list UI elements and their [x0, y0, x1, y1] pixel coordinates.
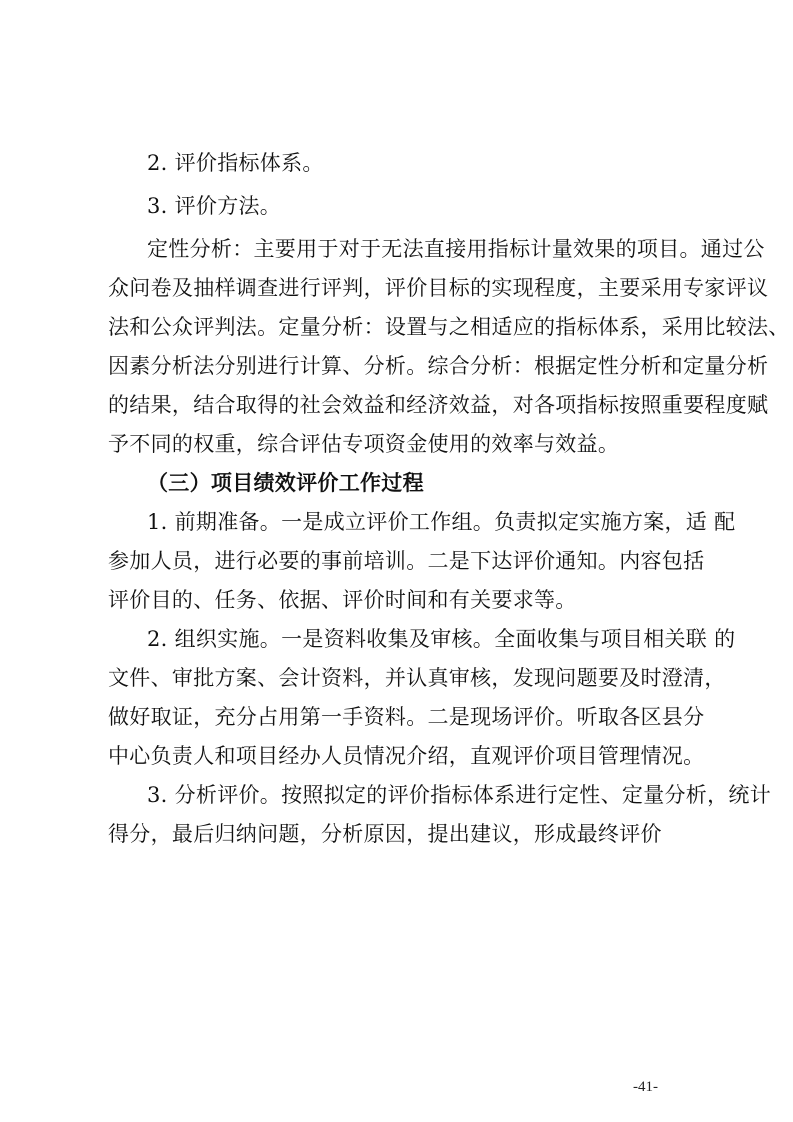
paragraph-line: 评价目的、任务、依据、评价时间和有关要求等。 [108, 588, 577, 612]
paragraph-line: 1. 前期准备。一是成立评价工作组。负责拟定实施方案，适 配 [147, 510, 736, 534]
list-item-evaluation-index-system: 2. 评价指标体系。 [147, 151, 324, 175]
paragraph-line: 因素分析法分别进行计算、分析。综合分析：根据定性分析和定量分析 [108, 354, 769, 378]
paragraph-line: 中心负责人和项目经办人员情况介绍，直观评价项目管理情况。 [108, 744, 705, 768]
paragraph-line: 法和公众评判法。定量分析：设置与之相适应的指标体系，采用比较法、 [108, 315, 790, 339]
paragraph-line: 2. 组织实施。一是资料收集及审核。全面收集与项目相关联 的 [147, 627, 736, 651]
page-number: -41- [633, 1079, 658, 1095]
paragraph-line: 的结果，结合取得的社会效益和经济效益，对各项指标按照重要程度赋 [108, 393, 769, 417]
paragraph-line: 众问卷及抽样调查进行评判，评价目标的实现程度，主要采用专家评议 [108, 276, 769, 300]
section-heading: （三）项目绩效评价工作过程 [147, 470, 424, 495]
paragraph-line: 予不同的权重，综合评估专项资金使用的效率与效益。 [108, 432, 620, 456]
paragraph-line: 得分，最后归纳问题，分析原因，提出建议，形成最终评价 [108, 822, 662, 846]
paragraph-line: 3. 分析评价。按照拟定的评价指标体系进行定性、定量分析，统计 [147, 783, 772, 807]
paragraph-line: 定性分析：主要用于对于无法直接用指标计量效果的项目。通过公 [147, 237, 765, 261]
list-item-evaluation-method: 3. 评价方法。 [147, 194, 282, 218]
paragraph-line: 文件、审批方案、会计资料，并认真审核，发现问题要及时澄清， [108, 666, 726, 690]
paragraph-line: 做好取证，充分占用第一手资料。二是现场评价。听取各区县分 [108, 705, 705, 729]
paragraph-line: 参加人员，进行必要的事前培训。二是下达评价通知。内容包括 [108, 549, 705, 573]
